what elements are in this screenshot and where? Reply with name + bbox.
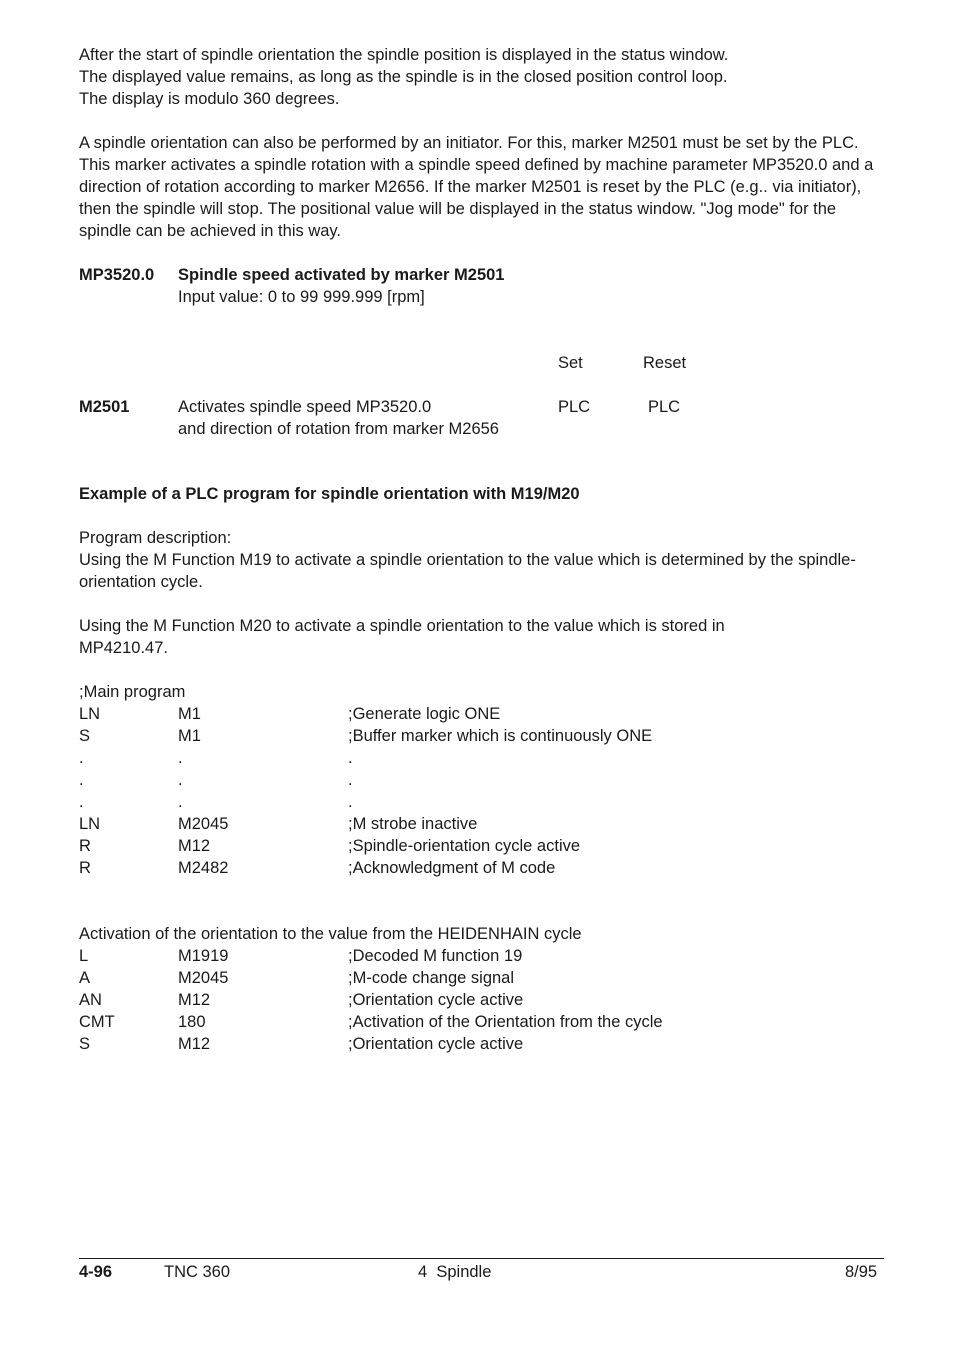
marker-header-set: Set xyxy=(558,354,583,372)
footer-page-number: 4-96 xyxy=(79,1263,113,1281)
code-op: . xyxy=(79,749,84,767)
code-op: . xyxy=(79,771,84,789)
code-comment: . xyxy=(348,793,353,811)
footer-chapter: 4 Spindle xyxy=(418,1263,492,1281)
code-operand: M12 xyxy=(178,1035,211,1053)
example-heading: Example of a PLC program for spindle orientation with M19/M20 xyxy=(79,485,580,503)
intro-line-1: After the start of spindle orientation the spindle position is displayed in the status window. xyxy=(79,46,729,64)
intro-line-2: The displayed value remains, as long as the spindle is in the closed position control loop. xyxy=(79,68,728,86)
code-op: L xyxy=(79,947,89,965)
code-row xyxy=(79,703,885,725)
intro-line-3: The display is modulo 360 degrees. xyxy=(79,90,340,108)
code-op: LN xyxy=(79,705,101,723)
marker-header-reset: Reset xyxy=(643,354,687,372)
code-operand: M1 xyxy=(178,727,201,745)
code-op: . xyxy=(79,793,84,811)
code-comment: ;Spindle-orientation cycle active xyxy=(348,837,581,855)
code-operand: . xyxy=(178,771,183,789)
code-row xyxy=(79,835,885,857)
code-op: R xyxy=(79,837,91,855)
code-comment: ;Decoded M function 19 xyxy=(348,947,523,965)
marker-desc-line-1: Activates spindle speed MP3520.0 xyxy=(178,398,432,416)
code-operand: M1919 xyxy=(178,947,229,965)
code-row xyxy=(79,989,885,1011)
marker-reset-value: PLC xyxy=(648,398,681,416)
code-op: AN xyxy=(79,991,102,1009)
code-comment: ;Orientation cycle active xyxy=(348,991,524,1009)
code-operand: M12 xyxy=(178,991,211,1009)
code-comment: ;Buffer marker which is continuously ONE xyxy=(348,727,653,745)
code-operand: M2045 xyxy=(178,969,229,987)
code-op: S xyxy=(79,727,91,745)
code-row xyxy=(79,813,885,835)
mp-key: MP3520.0 xyxy=(79,266,155,284)
code-comment: ;M-code change signal xyxy=(348,969,515,987)
code-comment: . xyxy=(348,749,353,767)
code-row xyxy=(79,1033,885,1055)
main-program-label: ;Main program xyxy=(79,683,186,701)
marker-name: M2501 xyxy=(79,398,130,416)
program-description-m20-line-2: MP4210.47. xyxy=(79,639,168,657)
code-comment: ;Activation of the Orientation from the cycle xyxy=(348,1013,663,1031)
initiator-paragraph: A spindle orientation can also be performed by an initiator. For this, marker M2501 must be set by the PLC. This marker activates a spindle rotation with a spindle speed defined by machine parameter MP3520.0 and a direction of rotation according to marker M2656. If the marker M2501 is reset by the PLC (e.g.. via initiator), then the spindle will stop. The positional value will be displayed in the status window. "Jog mode" for the spindle can be achieved in this way. xyxy=(79,134,874,240)
code-row xyxy=(79,769,885,791)
code-op: R xyxy=(79,859,91,877)
footer-model: TNC 360 xyxy=(164,1263,231,1281)
code-operand: . xyxy=(178,749,183,767)
program-description-m19: Using the M Function M19 to activate a spindle orientation to the value which is determined by the spindle-orientation cycle. xyxy=(79,551,856,591)
footer-date: 8/95 xyxy=(845,1263,878,1281)
marker-table xyxy=(79,330,885,440)
mp-title: Spindle speed activated by marker M2501 xyxy=(178,266,505,284)
mp-input-range: Input value: 0 to 99 999.999 [rpm] xyxy=(178,288,425,306)
code-row xyxy=(79,747,885,769)
code-operand: M2045 xyxy=(178,815,229,833)
program-description-m20-line-1: Using the M Function M20 to activate a spindle orientation to the value which is stored in xyxy=(79,617,725,635)
code-row xyxy=(79,945,885,967)
page-body xyxy=(79,44,885,1055)
marker-set-value: PLC xyxy=(558,398,591,416)
orientation-program-label: Activation of the orientation to the value from the HEIDENHAIN cycle xyxy=(79,925,582,943)
code-operand: M12 xyxy=(178,837,211,855)
main-program-listing xyxy=(79,703,885,879)
code-op: S xyxy=(79,1035,91,1053)
code-comment: ;Acknowledgment of M code xyxy=(348,859,556,877)
code-comment: . xyxy=(348,771,353,789)
code-op: CMT xyxy=(79,1013,115,1031)
code-op: A xyxy=(79,969,91,987)
code-comment: ;M strobe inactive xyxy=(348,815,478,833)
code-row xyxy=(79,791,885,813)
code-operand: M1 xyxy=(178,705,201,723)
code-operand: M2482 xyxy=(178,859,229,877)
code-comment: ;Orientation cycle active xyxy=(348,1035,524,1053)
code-row xyxy=(79,1011,885,1033)
code-row xyxy=(79,967,885,989)
code-operand: . xyxy=(178,793,183,811)
marker-desc-line-2: and direction of rotation from marker M2656 xyxy=(178,420,499,438)
footer-divider xyxy=(79,1258,884,1259)
code-comment: ;Generate logic ONE xyxy=(348,705,501,723)
code-operand: 180 xyxy=(178,1013,206,1031)
code-row xyxy=(79,857,885,879)
orientation-program-listing xyxy=(79,945,885,1055)
code-row xyxy=(79,725,885,747)
program-description-label: Program description: xyxy=(79,529,232,547)
code-op: LN xyxy=(79,815,101,833)
machine-parameter-block xyxy=(79,264,885,308)
